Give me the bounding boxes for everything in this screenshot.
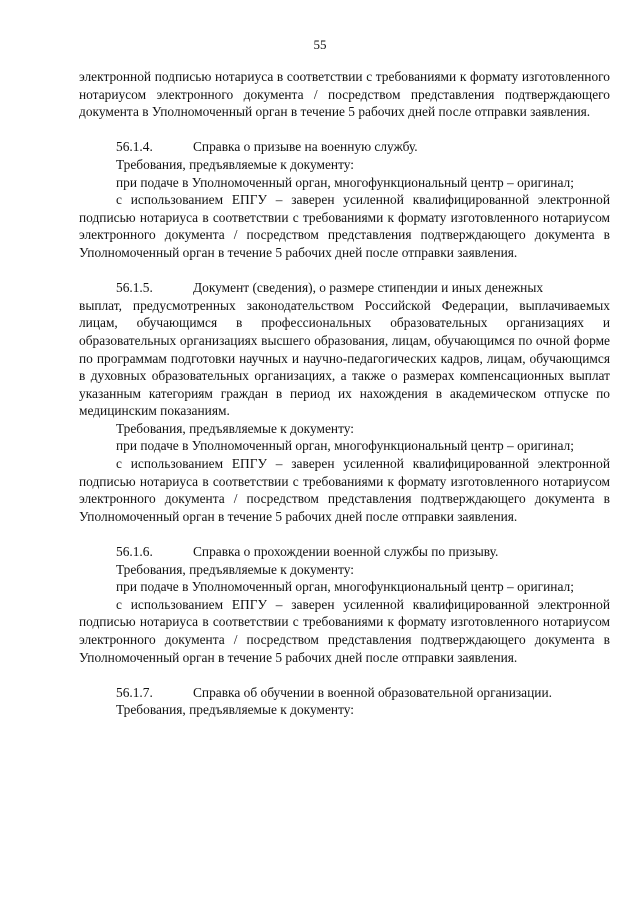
intro-paragraph: электронной подписью нотариуса в соответствии с требованиями к формату изготовленного нотариусом электронного документа / посредством представления подтверждающего документа в Уполномоченный орган в течение 5 рабочих дней после отправки заявления. bbox=[79, 69, 610, 120]
requirements-label: Требования, предъявляемые к документу: bbox=[116, 702, 355, 718]
item-title: Справка об обучении в военной образовательной организации. bbox=[193, 684, 552, 700]
item-heading bbox=[79, 543, 610, 561]
requirements-label: Требования, предъявляемые к документу: bbox=[116, 561, 355, 577]
list-item bbox=[79, 543, 610, 666]
requirement-epgu: с использованием ЕПГУ – заверен усиленной квалифицированной электронной подписью нотариуса в соответствии с требованиями к формату изготовленного нотариусом электронного документа / посредством представления подтверждающего документа в Уполномоченный орган в течение 5 рабочих дней после отправки заявления. bbox=[79, 192, 610, 260]
item-number: 56.1.4. bbox=[116, 139, 153, 155]
paragraph-gap bbox=[79, 121, 610, 139]
list-item bbox=[79, 684, 610, 719]
item-number: 56.1.6. bbox=[116, 544, 153, 560]
item-title: Справка о призыве на военную службу. bbox=[193, 139, 418, 155]
paragraph-gap bbox=[79, 525, 610, 543]
requirement-epgu: с использованием ЕПГУ – заверен усиленной квалифицированной электронной подписью нотариуса в соответствии с требованиями к формату изготовленного нотариусом электронного документа / посредством представления подтверждающего документа в Уполномоченный орган в течение 5 рабочих дней после отправки заявления. bbox=[79, 596, 610, 665]
list-item bbox=[79, 279, 610, 525]
item-number: 56.1.7. bbox=[116, 684, 153, 700]
list-item bbox=[79, 138, 610, 261]
requirement-office: при подаче в Уполномоченный орган, многофункциональный центр – оригинал; bbox=[116, 174, 574, 190]
requirement-office: при подаче в Уполномоченный орган, многофункциональный центр – оригинал; bbox=[116, 438, 574, 454]
paragraph-gap bbox=[79, 262, 610, 280]
item-heading bbox=[79, 684, 610, 702]
paragraph-gap bbox=[79, 666, 610, 684]
document-body bbox=[79, 68, 610, 719]
item-number: 56.1.5. bbox=[116, 280, 153, 296]
item-heading bbox=[79, 279, 610, 297]
item-title-continuation: выплат, предусмотренных законодательством Российской Федерации, выплачиваемых лицам, обучающимся в профессиональных образовательных организациях и образовательных организациях высшего образования, лицам, обучающимся по очной форме по программам подготовки научных и научно-педагогических кадров, лицам, обучающимся в духовных образовательных организациях, а также о размерах компенсационных выплат указанным категориям граждан в период их нахождения в академическом отпуске по медицинским показаниям. bbox=[79, 297, 610, 419]
requirement-epgu: с использованием ЕПГУ – заверен усиленной квалифицированной электронной подписью нотариуса в соответствии с требованиями к формату изготовленного нотариусом электронного документа / посредством представления подтверждающего документа в Уполномоченный орган в течение 5 рабочих дней после отправки заявления. bbox=[79, 456, 610, 524]
item-title: Документ (сведения), о размере стипендии и иных денежных bbox=[193, 280, 544, 296]
item-heading bbox=[79, 138, 610, 156]
requirements-label: Требования, предъявляемые к документу: bbox=[116, 156, 355, 172]
requirement-office: при подаче в Уполномоченный орган, многофункциональный центр – оригинал; bbox=[116, 579, 574, 595]
requirements-label: Требования, предъявляемые к документу: bbox=[116, 420, 355, 436]
page-number: 55 bbox=[313, 37, 327, 52]
item-title: Справка о прохождении военной службы по призыву. bbox=[193, 544, 499, 560]
